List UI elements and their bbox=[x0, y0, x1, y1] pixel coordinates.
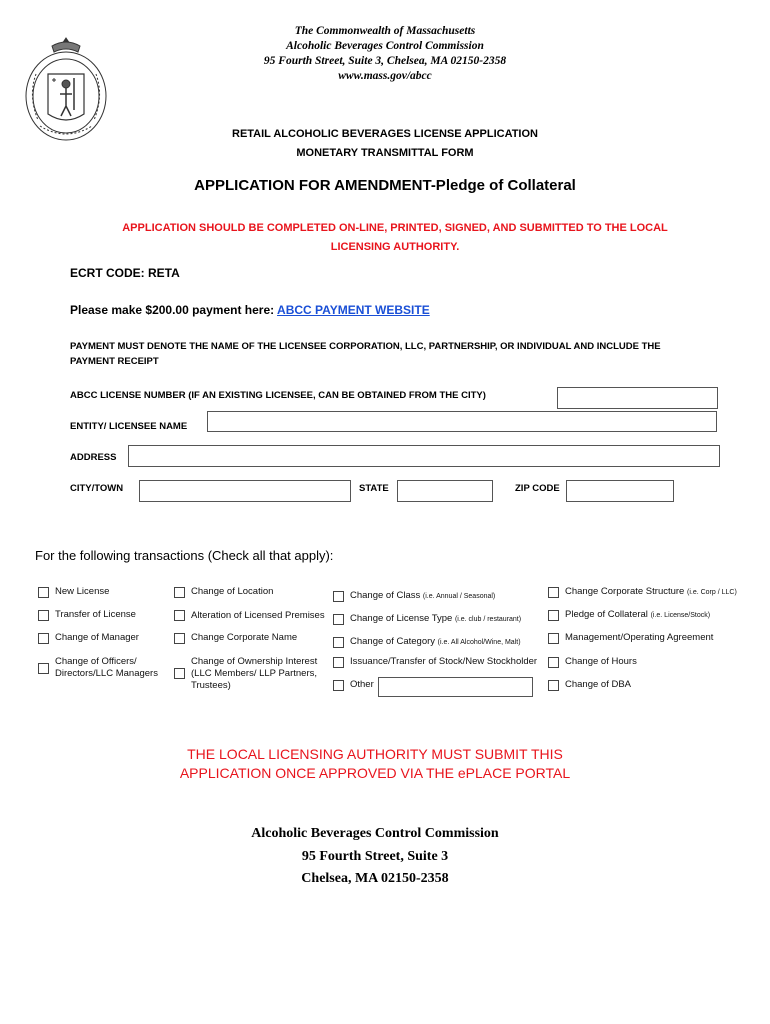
label-change-of-location: Change of Location bbox=[191, 586, 274, 597]
zip-label: ZIP CODE bbox=[515, 483, 560, 494]
city-label: CITY/TOWN bbox=[70, 483, 124, 494]
checkbox-change-of-officers[interactable] bbox=[38, 663, 49, 674]
checkbox-change-of-manager[interactable] bbox=[38, 633, 49, 644]
abcc-payment-link[interactable]: ABCC PAYMENT WEBSITE bbox=[277, 303, 430, 317]
footer-line-1: Alcoholic Beverages Control Commission bbox=[251, 826, 499, 841]
label-transfer-of-license: Transfer of License bbox=[55, 609, 136, 620]
address-field[interactable] bbox=[128, 445, 720, 467]
address-label: ADDRESS bbox=[70, 452, 117, 463]
header-line-2: Alcoholic Beverages Control Commission bbox=[286, 40, 484, 52]
checkbox-change-of-dba[interactable] bbox=[548, 680, 559, 691]
label-change-of-dba: Change of DBA bbox=[565, 679, 632, 690]
label-change-of-category: Change of Category (i.e. All Alcohol/Wine, Malt) bbox=[350, 636, 521, 647]
state-field[interactable] bbox=[397, 480, 493, 502]
payment-denote-line-2: PAYMENT RECEIPT bbox=[70, 356, 159, 367]
form-title-line-2: MONETARY TRANSMITTAL FORM bbox=[296, 147, 474, 159]
checkbox-new-license[interactable] bbox=[38, 587, 49, 598]
footer-line-3: Chelsea, MA 02150-2358 bbox=[301, 871, 449, 886]
entity-name-field[interactable] bbox=[207, 411, 717, 432]
label-issuance-transfer-stock: Issuance/Transfer of Stock/New Stockholder bbox=[350, 656, 538, 667]
label-new-license: New License bbox=[55, 586, 110, 597]
label-change-of-ownership: Change of Ownership Interest (LLC Members/ LLP Partners, Trustees) bbox=[191, 656, 318, 691]
checkbox-pledge-of-collateral[interactable] bbox=[548, 610, 559, 621]
label-management-agreement: Management/Operating Agreement bbox=[565, 632, 714, 643]
payment-denote-line-1: PAYMENT MUST DENOTE THE NAME OF THE LICENSEE CORPORATION, LLC, PARTNERSHIP, OR INDIVIDUAL AND INCLUDE THE bbox=[70, 341, 661, 352]
payment-line bbox=[70, 303, 430, 317]
checkbox-change-of-hours[interactable] bbox=[548, 657, 559, 668]
checkbox-change-of-location[interactable] bbox=[174, 587, 185, 598]
checkbox-issuance-transfer-stock[interactable] bbox=[333, 657, 344, 668]
header-line-1: The Commonwealth of Massachusetts bbox=[294, 25, 476, 37]
zip-field[interactable] bbox=[566, 480, 674, 502]
checkbox-change-of-license-type[interactable] bbox=[333, 614, 344, 625]
license-number-field[interactable] bbox=[557, 387, 718, 409]
label-change-corporate-name: Change Corporate Name bbox=[191, 632, 298, 643]
checkbox-other[interactable] bbox=[333, 680, 344, 691]
state-label: STATE bbox=[359, 483, 389, 494]
label-change-of-class: Change of Class (i.e. Annual / Seasonal) bbox=[350, 590, 496, 601]
entity-name-label: ENTITY/ LICENSEE NAME bbox=[70, 421, 188, 432]
label-change-of-officers: Change of Officers/ Directors/LLC Managers bbox=[55, 656, 158, 679]
label-change-of-manager: Change of Manager bbox=[55, 632, 139, 643]
notice-line-2: LICENSING AUTHORITY. bbox=[330, 241, 460, 253]
transactions-heading: For the following transactions (Check all that apply): bbox=[35, 548, 334, 563]
page-title: APPLICATION FOR AMENDMENT-Pledge of Collateral bbox=[194, 177, 576, 194]
checkbox-management-agreement[interactable] bbox=[548, 633, 559, 644]
submit-notice-line-1: THE LOCAL LICENSING AUTHORITY MUST SUBMIT THIS bbox=[187, 746, 563, 762]
form-title-line-1: RETAIL ALCOHOLIC BEVERAGES LICENSE APPLICATION bbox=[232, 128, 538, 140]
checkbox-change-of-class[interactable] bbox=[333, 591, 344, 602]
footer-line-2: 95 Fourth Street, Suite 3 bbox=[301, 849, 449, 864]
checkbox-change-corporate-name[interactable] bbox=[174, 633, 185, 644]
checkbox-change-of-ownership[interactable] bbox=[174, 668, 185, 679]
label-other: Other bbox=[350, 679, 374, 690]
ecrt-code: ECRT CODE: RETA bbox=[70, 266, 180, 280]
header-line-3: 95 Fourth Street, Suite 3, Chelsea, MA 02150-2358 bbox=[263, 55, 507, 67]
submit-notice-line-2: APPLICATION ONCE APPROVED VIA THE ePLACE PORTAL bbox=[179, 765, 571, 781]
checkbox-transfer-of-license[interactable] bbox=[38, 610, 49, 621]
license-number-label: ABCC LICENSE NUMBER (IF AN EXISTING LICENSEE, CAN BE OBTAINED FROM THE CITY) bbox=[70, 390, 486, 401]
label-change-of-license-type: Change of License Type (i.e. club / restaurant) bbox=[350, 613, 522, 624]
payment-prefix: Please make $200.00 payment here: bbox=[70, 303, 278, 317]
checkbox-alteration-of-premises[interactable] bbox=[174, 610, 185, 621]
label-alteration-of-premises: Alteration of Licensed Premises bbox=[191, 610, 325, 621]
other-field[interactable] bbox=[378, 677, 533, 697]
header-website: www.mass.gov/abcc bbox=[338, 70, 432, 82]
notice-line-1: APPLICATION SHOULD BE COMPLETED ON-LINE, PRINTED, SIGNED, AND SUBMITTED TO THE LOCAL bbox=[122, 222, 668, 234]
checkbox-change-of-category[interactable] bbox=[333, 637, 344, 648]
checkbox-change-corporate-structure[interactable] bbox=[548, 587, 559, 598]
label-change-of-hours: Change of Hours bbox=[565, 656, 637, 667]
label-pledge-of-collateral: Pledge of Collateral (i.e. License/Stock) bbox=[565, 609, 711, 620]
city-field[interactable] bbox=[139, 480, 351, 502]
label-change-corporate-structure: Change Corporate Structure (i.e. Corp / LLC) bbox=[565, 586, 737, 597]
